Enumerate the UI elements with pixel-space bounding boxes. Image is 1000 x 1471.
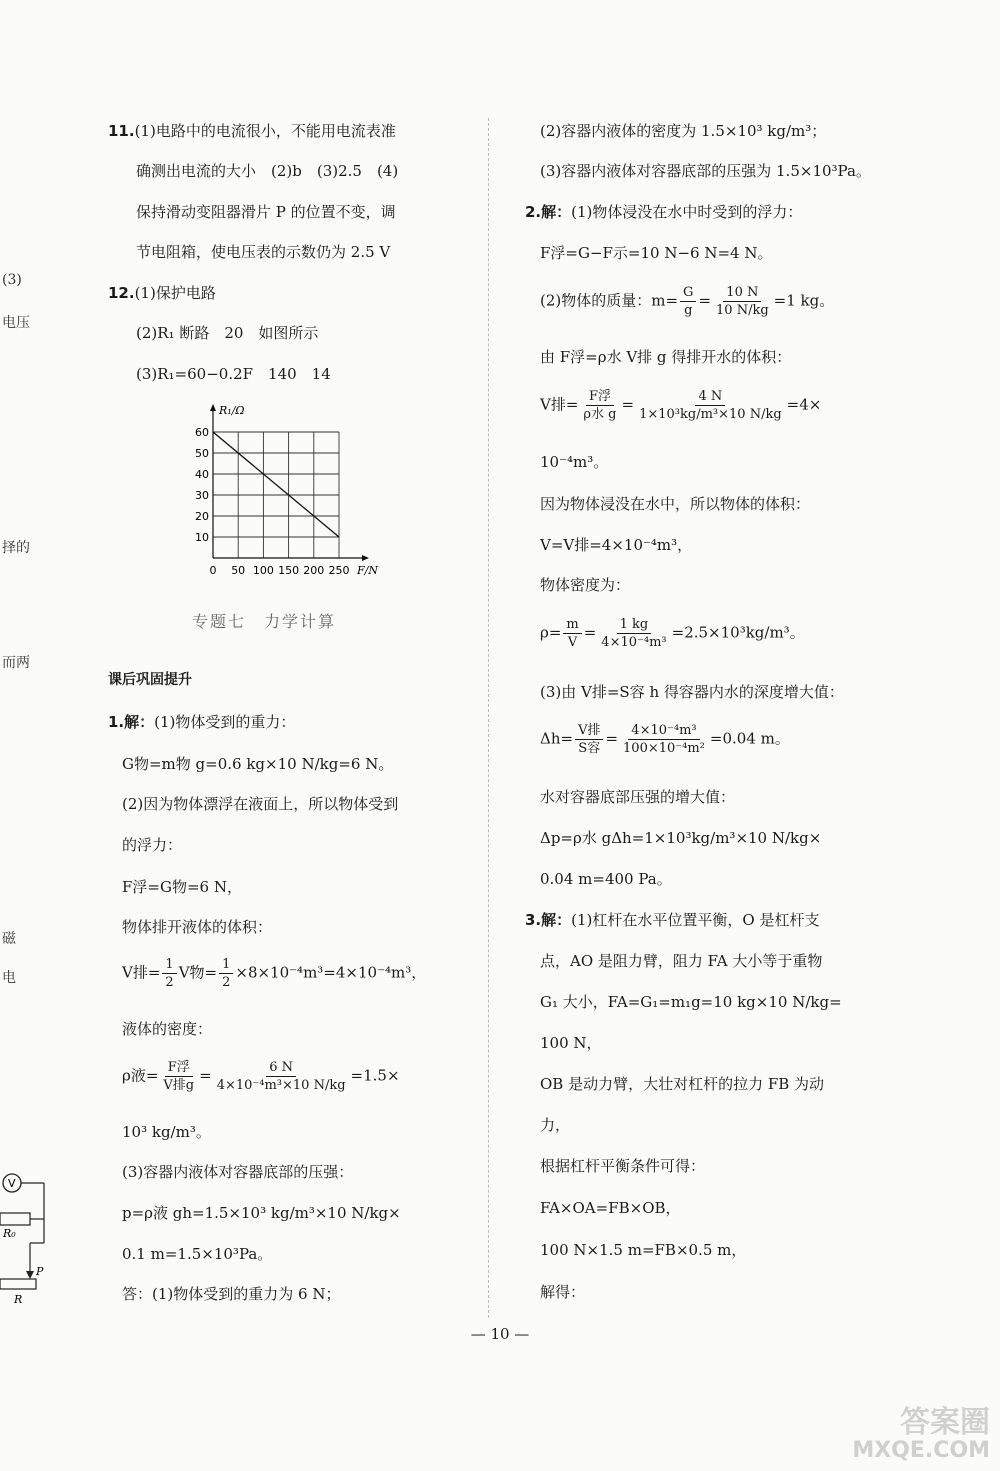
- s2-line-11: (3)由 V排=S容 h 得容器内水的深度增大值：: [540, 683, 844, 701]
- r-label: R: [14, 1293, 23, 1305]
- s1-line-2: G物=m物 g=0.6 kg×10 N/kg=6 N。: [122, 755, 394, 773]
- x-tick-label: 250: [328, 564, 350, 577]
- s1-line-6: 物体排开液体的体积：: [122, 918, 273, 936]
- p-label: P: [36, 1265, 44, 1278]
- y-tick-label: 60: [195, 426, 209, 439]
- s3-line-10: 解得：: [540, 1283, 586, 1301]
- margin-fragment: (3): [2, 272, 22, 288]
- q12-line-2: (2)R₁ 断路 20 如图所示: [136, 324, 319, 342]
- s3-line-3: G₁ 大小，FA=G₁=m₁g=10 kg×10 N/kg=: [540, 993, 842, 1011]
- s2-line-5: V排= $\frac{\text{F浮}}{\text{ρ水 g}}$ = $\frac{4 N}{\text{1×10³kg/m³×10 N/kg}}$ =4×: [540, 389, 822, 422]
- x-tick-label: 150: [278, 564, 300, 577]
- margin-fragment: 择的: [2, 540, 30, 556]
- fraction: $\frac{\text{F浮}}{\text{ρ水 g}}$: [583, 389, 617, 422]
- r-line-1: (2)容器内液体的密度为 1.5×10³ kg/m³；: [540, 122, 827, 140]
- x-axis-label: F/N: [357, 564, 378, 577]
- fraction: $\frac{1 kg}{\text{4×10⁻⁴m³}}$: [601, 617, 667, 650]
- r1-vs-force-graph: [185, 400, 385, 580]
- fraction: $\frac{1}{2}$: [219, 958, 233, 989]
- page-number: — 10 —: [470, 1325, 530, 1343]
- fraction: $\frac{6 N}{\text{4×10⁻⁴m³×10 N/kg}}$: [216, 1060, 346, 1093]
- fraction: $\frac{\text{4×10⁻⁴m³}}{\text{100×10⁻⁴m²}}$: [623, 723, 705, 756]
- q12-line-3: (3)R₁=60−0.2F 140 14: [136, 365, 331, 383]
- s2-line-6: 10⁻⁴m³。: [540, 453, 609, 471]
- s2-line-7: 因为物体浸没在水中，所以物体的体积：: [540, 495, 811, 513]
- x-axis-arrow: [362, 555, 369, 561]
- q11-line-2: 确测出电流的大小 (2)b (3)2.5 (4): [136, 162, 399, 180]
- s2-line-3: (2)物体的质量：m= $\frac{G}{g}$ = $\frac{10 N}{10 N/kg}$ =1 kg。: [540, 285, 835, 318]
- s1-line-3: (2)因为物体漂浮在液面上，所以物体受到: [122, 795, 399, 813]
- s3-line-7: 根据杠杆平衡条件可得：: [540, 1157, 706, 1175]
- r0-label: R₀: [3, 1227, 16, 1240]
- s3-line-1: 3.解：(1)杠杆在水平位置平衡，O 是杠杆支: [525, 911, 820, 929]
- s1-line-12: p=ρ液 gh=1.5×10³ kg/m³×10 N/kg×: [122, 1204, 401, 1222]
- s1-line-1: 1.解：(1)物体受到的重力：: [108, 713, 296, 731]
- s3-line-9: 100 N×1.5 m=FB×0.5 m，: [540, 1241, 747, 1259]
- s3-line-6: 力，: [540, 1116, 571, 1134]
- q11-line-1: 11.(1)电路中的电流很小，不能用电流表准: [108, 122, 396, 140]
- s1-line-5: F浮=G物=6 N，: [122, 878, 242, 896]
- x-tick-label: 200: [303, 564, 325, 577]
- column-divider: [488, 118, 489, 1318]
- s2-line-9: 物体密度为：: [540, 576, 631, 594]
- s3-line-5: OB 是动力臂，大壮对杠杆的拉力 FB 为动: [540, 1075, 825, 1093]
- y-tick-label: 10: [195, 531, 209, 544]
- s3-line-2: 点，AO 是阻力臂，阻力 FA 大小等于重物: [540, 952, 823, 970]
- margin-fragment: 而两: [2, 655, 30, 671]
- y-axis-label: R₁/Ω: [219, 404, 245, 417]
- fraction: $\frac{m}{V}$: [563, 618, 581, 649]
- s1-line-9: ρ液= $\frac{\text{F浮}}{\text{V排g}}$ = $\frac{6 N}{\text{4×10⁻⁴m³×10 N/kg}}$ =1.5×: [122, 1060, 400, 1093]
- s2-line-15: 0.04 m=400 Pa。: [540, 870, 672, 888]
- s1-line-4: 的浮力：: [122, 836, 183, 854]
- r-line-2: (3)容器内液体对容器底部的压强为 1.5×10³Pa。: [540, 162, 871, 180]
- margin-fragment: 磁: [2, 931, 16, 947]
- s3-line-4: 100 N，: [540, 1034, 602, 1052]
- s2-line-12: Δh= $\frac{\text{V排}}{\text{S容}}$ = $\frac{\text{4×10⁻⁴m³}}{\text{100×10⁻⁴m²}}$ =0.04 m。: [540, 723, 790, 756]
- s2-line-2: F浮=G−F示=10 N−6 N=4 N。: [540, 244, 773, 262]
- s2-line-4: 由 F浮=ρ水 V排 g 得排开水的体积：: [540, 348, 792, 366]
- x-tick-label: 100: [252, 564, 274, 577]
- circuit-fragment: [0, 1165, 60, 1305]
- s1-line-11: (3)容器内液体对容器底部的压强：: [122, 1163, 354, 1181]
- s2-line-14: Δp=ρ水 gΔh=1×10³kg/m³×10 N/kg×: [540, 829, 822, 847]
- margin-fragment: 电压: [2, 315, 30, 331]
- s3-line-8: FA×OA=FB×OB，: [540, 1199, 681, 1217]
- fraction: $\frac{G}{g}$: [680, 286, 696, 317]
- q12-line-1: 12.(1)保护电路: [108, 284, 216, 302]
- s2-line-8: V=V排=4×10⁻⁴m³，: [540, 536, 693, 554]
- y-tick-label: 50: [195, 447, 209, 460]
- fraction: $\frac{1}{2}$: [162, 958, 176, 989]
- fraction: $\frac{\text{V排}}{\text{S容}}$: [575, 724, 603, 755]
- y-tick-label: 30: [195, 489, 209, 502]
- s2-line-1: 2.解：(1)物体浸没在水中时受到的浮力：: [525, 203, 803, 221]
- watermark: 答案圈 MXQE.COM: [852, 1404, 990, 1463]
- subsection-title: 课后巩固提升: [108, 672, 192, 688]
- s2-line-13: 水对容器底部压强的增大值：: [540, 788, 736, 806]
- y-tick-label: 40: [195, 468, 209, 481]
- section-title: 专题七 力学计算: [192, 612, 337, 631]
- margin-fragment: 电: [2, 970, 16, 986]
- s1-line-8: 液体的密度：: [122, 1020, 213, 1038]
- q11-line-4: 节电阻箱，使电压表的示数仍为 2.5 V: [136, 243, 391, 261]
- fraction: $\frac{10 N}{10 N/kg}$: [716, 285, 769, 318]
- voltmeter-label: V: [8, 1177, 16, 1190]
- s1-line-13: 0.1 m=1.5×10³Pa。: [122, 1245, 273, 1263]
- y-axis-arrow: [210, 404, 216, 411]
- y-tick-label: 20: [195, 510, 209, 523]
- s1-line-7: V排= $\frac{1}{2}$ V物= $\frac{1}{2}$ ×8×10⁻⁴m³=4×10⁻⁴m³，: [122, 957, 427, 990]
- s2-line-10: ρ= $\frac{m}{V}$ = $\frac{1 kg}{\text{4×10⁻⁴m³}}$ =2.5×10³kg/m³。: [540, 617, 805, 650]
- s1-line-14: 答：(1)物体受到的重力为 6 N；: [122, 1285, 341, 1303]
- fraction: $\frac{4 N}{\text{1×10³kg/m³×10 N/kg}}$: [639, 389, 782, 422]
- x-tick-label: 0: [209, 564, 217, 577]
- fraction: $\frac{\text{F浮}}{\text{V排g}}$: [163, 1060, 195, 1093]
- x-tick-label: 50: [231, 564, 246, 577]
- s1-line-10: 10³ kg/m³。: [122, 1123, 211, 1141]
- series-line: [213, 432, 339, 537]
- q11-line-3: 保持滑动变阻器滑片 P 的位置不变，调: [136, 203, 396, 221]
